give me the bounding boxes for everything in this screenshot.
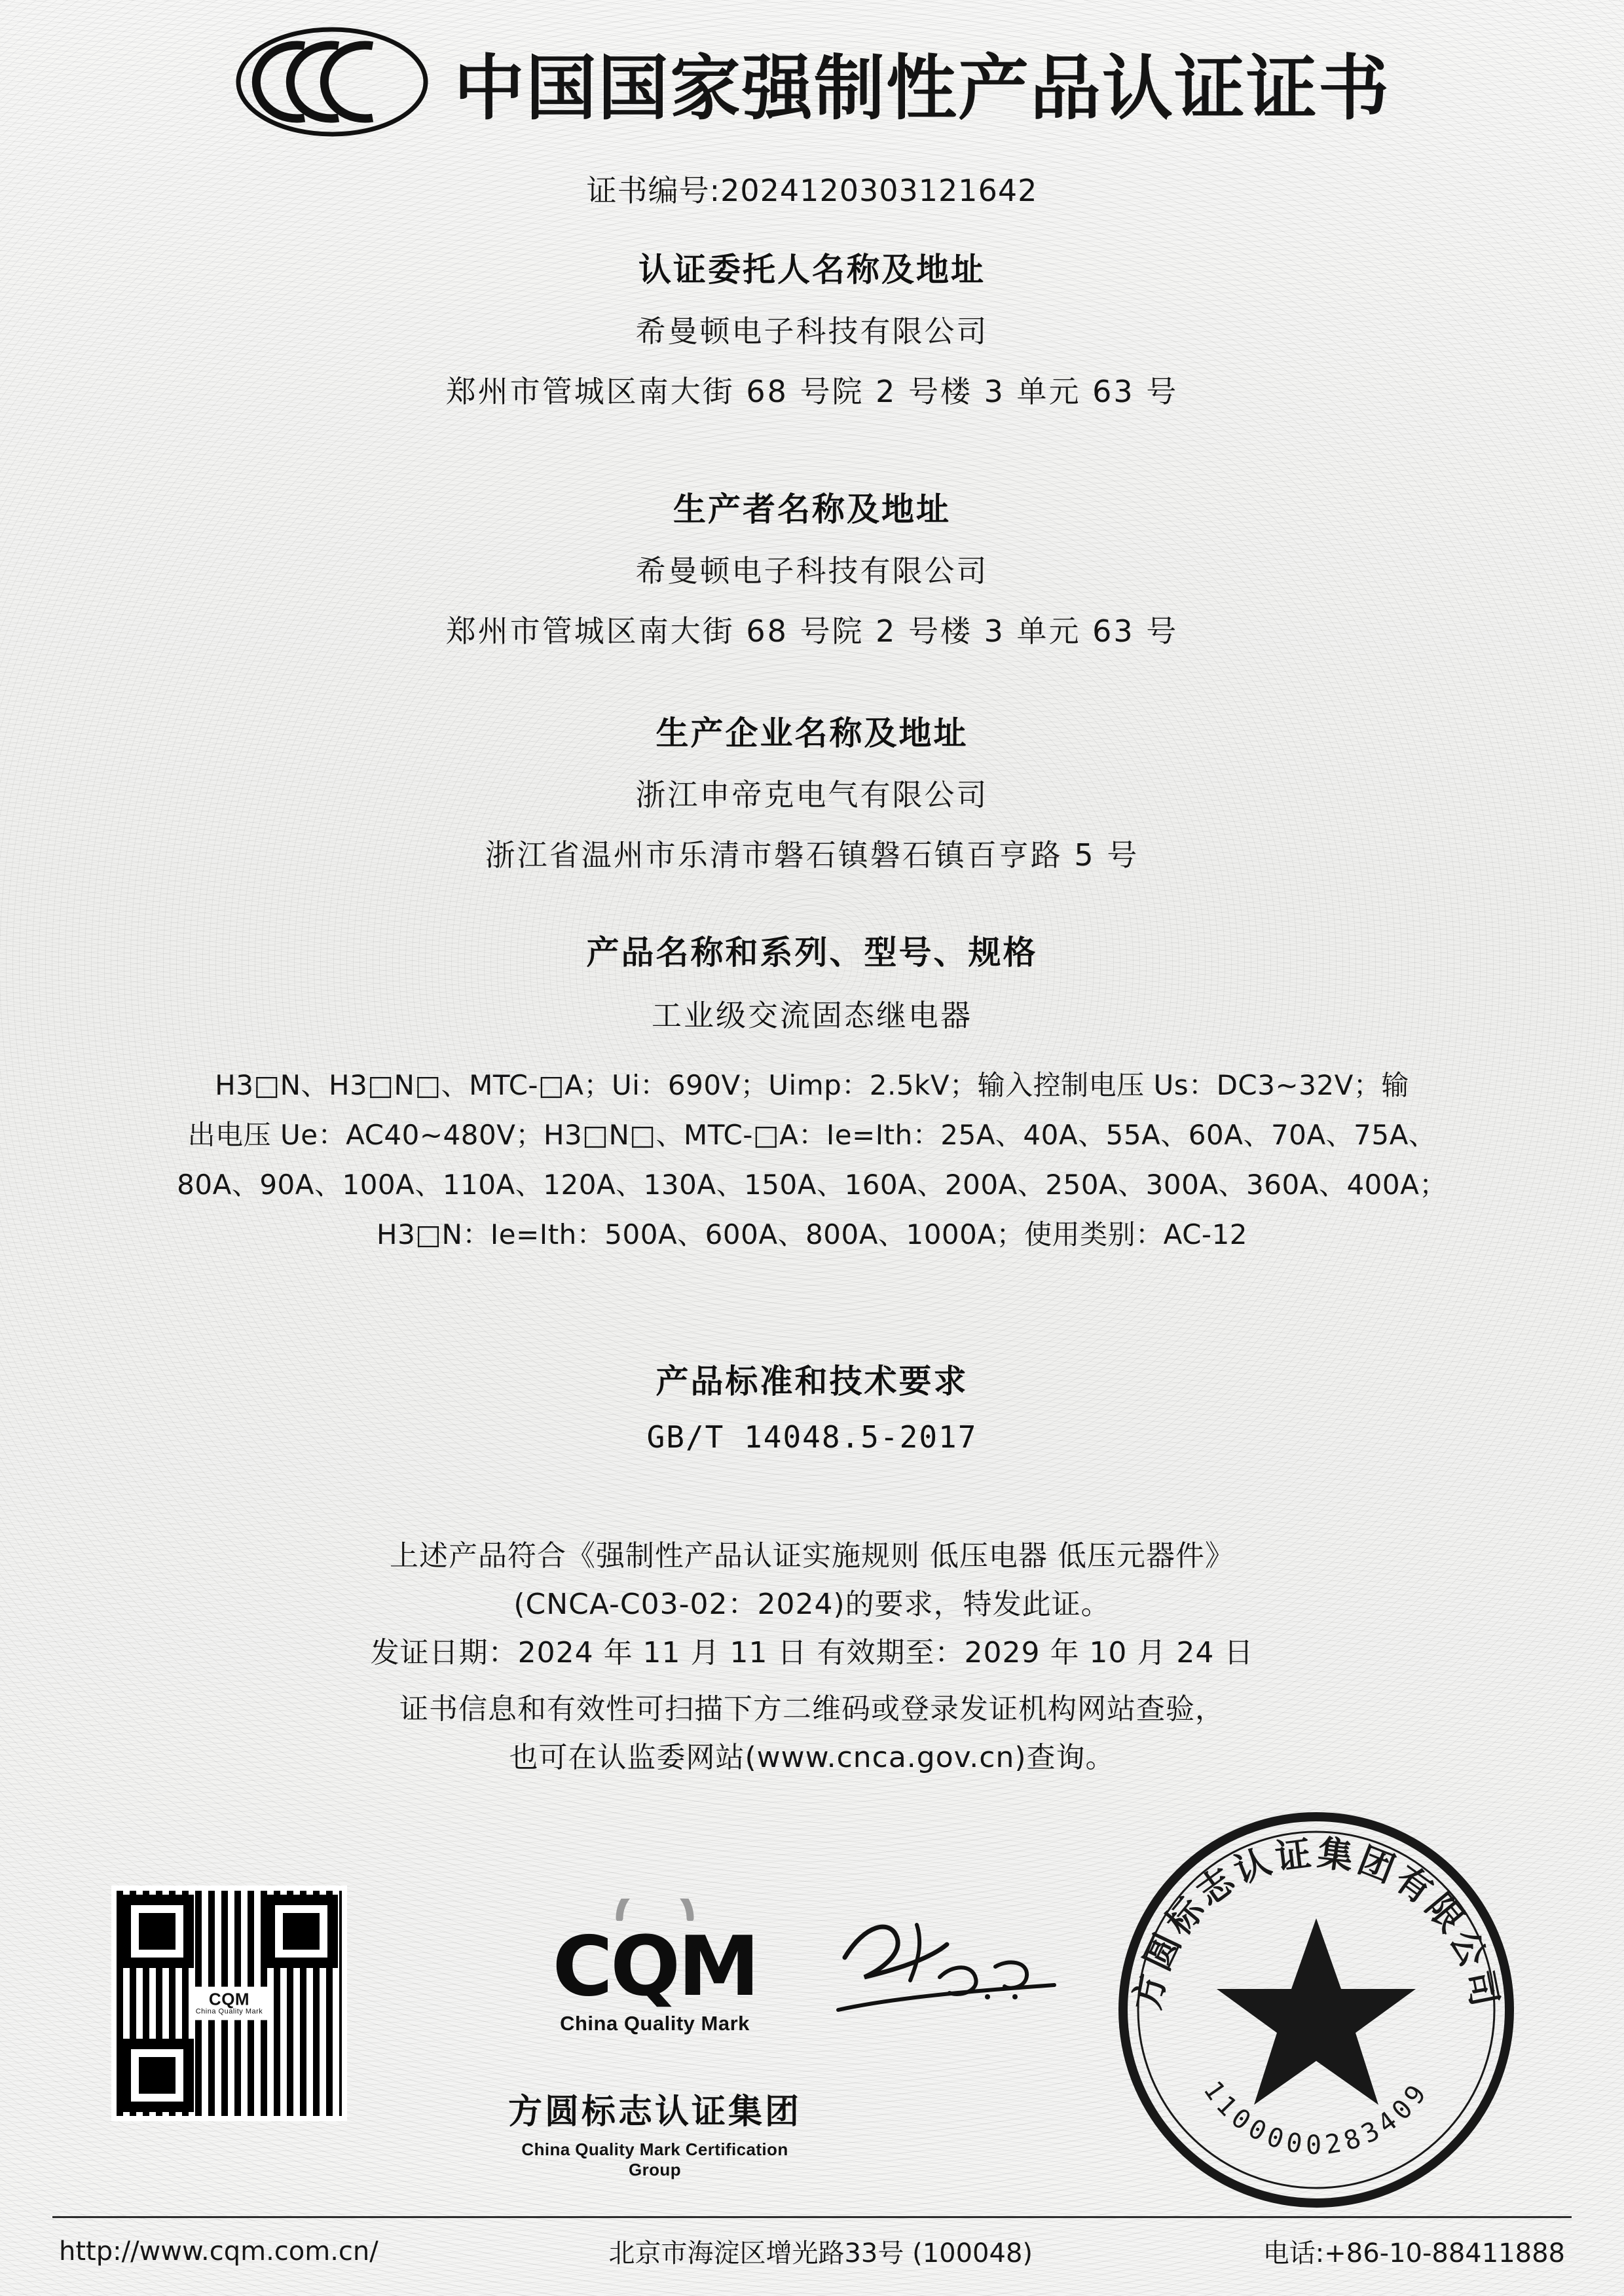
statement-dates: 发证日期：2024 年 11 月 11 日 有效期至：2029 年 10 月 24 日 xyxy=(370,1636,1254,1669)
organization-name-en: China Quality Mark Certification Group xyxy=(521,2140,788,2179)
factory-address: 浙江省温州市乐清市磐石镇磐石镇百亨路 5 号 xyxy=(485,837,1139,873)
qr-center-logo xyxy=(189,1987,270,2020)
cqm-wordmark: CQM xyxy=(552,1918,758,2014)
applicant-address: 郑州市管城区南大街 68 号院 2 号楼 3 单元 63 号 xyxy=(445,374,1179,409)
statement-line-4: 证书信息和有效性可扫描下方二维码或登录发证机构网站查验， xyxy=(399,1692,1225,1726)
seal-top-text: 方圆标志认证集团有限公司 xyxy=(1126,1832,1507,2014)
product-specifications xyxy=(0,1061,1624,1260)
statement-line-1: 上述产品符合《强制性产品认证实施规则 低压电器 低压元器件》 xyxy=(390,1539,1234,1573)
section-product xyxy=(0,926,1624,1035)
certificate-number: 证书编号:2024120303121642 xyxy=(586,173,1038,208)
producer-title: 生产者名称及地址 xyxy=(673,490,951,528)
ccc-logo-icon xyxy=(234,26,430,137)
statement-line-5: 也可在认监委网站(www.cnca.gov.cn)查询。 xyxy=(509,1741,1115,1774)
seal-bottom-text: 1100000283409 xyxy=(1197,2075,1435,2160)
product-name: 工业级交流固态继电器 xyxy=(652,998,972,1033)
footer-divider xyxy=(52,2216,1572,2218)
statement-line-2: (CNCA-C03-02：2024)的要求，特发此证。 xyxy=(513,1588,1111,1621)
factory-name: 浙江申帝克电气有限公司 xyxy=(635,777,989,812)
applicant-title: 认证委托人名称及地址 xyxy=(638,251,986,289)
section-factory xyxy=(0,707,1624,875)
spec-line-3: 80A、90A、100A、110A、120A、130A、150A、160A、200A、250A、300A、360A、400A； xyxy=(177,1169,1447,1201)
standard-value: GB/T 14048.5-2017 xyxy=(646,1419,978,1455)
spec-line-1: H3□N、H3□N□、MTC-□A；Ui：690V；Uimp：2.5kV；输入控制电压 Us：DC3~32V；输 xyxy=(215,1069,1409,1101)
qr-finder-top-right xyxy=(265,1895,338,1968)
footer xyxy=(59,2232,1565,2270)
spec-line-2: 出电压 Ue：AC40~480V；H3□N□、MTC-□A：Ie=Ith：25A、40A、55A、60A、70A、75A、 xyxy=(187,1119,1437,1151)
cqm-logo-block xyxy=(498,1899,812,2180)
certificate-header xyxy=(0,26,1624,137)
organization-name-cn: 方圆标志认证集团 xyxy=(507,2092,802,2132)
qr-code[interactable] xyxy=(111,1886,347,2121)
qr-finder-bottom-left xyxy=(120,2039,194,2112)
footer-website[interactable]: http://www.cqm.com.cn/ xyxy=(59,2236,378,2267)
cqm-subtitle: China Quality Mark xyxy=(560,2012,750,2035)
product-title: 产品名称和系列、型号、规格 xyxy=(586,934,1038,972)
section-producer xyxy=(0,483,1624,651)
qr-code-matrix xyxy=(117,1891,342,2116)
svg-text:1100000283409 xyxy=(1197,2075,1435,2160)
factory-title: 生产企业名称及地址 xyxy=(655,714,969,752)
page-title: 中国国家强制性产品认证证书 xyxy=(453,47,1390,130)
section-applicant xyxy=(0,244,1624,411)
section-standard xyxy=(0,1355,1624,1455)
cqm-arc-icon xyxy=(616,1899,694,1921)
certificate-statement xyxy=(0,1532,1624,1782)
qr-center-logo-subtext: China Quality Mark xyxy=(195,2007,263,2016)
producer-address: 郑州市管城区南大街 68 号院 2 号楼 3 单元 63 号 xyxy=(445,613,1179,649)
standard-title: 产品标准和技术要求 xyxy=(655,1362,969,1400)
signature-icon xyxy=(819,1899,1094,2056)
applicant-name: 希曼顿电子科技有限公司 xyxy=(635,314,989,349)
footer-address: 北京市海淀区增光路33号 (100048) xyxy=(608,2238,1033,2269)
spec-line-4: H3□N：Ie=Ith：500A、600A、800A、1000A；使用类别：AC-12 xyxy=(376,1218,1248,1250)
official-seal xyxy=(1113,1807,1519,2213)
qr-center-logo-text: CQM xyxy=(208,1989,250,2009)
footer-phone: 电话:+86-10-88411888 xyxy=(1263,2238,1565,2269)
producer-name: 希曼顿电子科技有限公司 xyxy=(635,553,989,589)
qr-finder-top-left xyxy=(120,1895,194,1968)
